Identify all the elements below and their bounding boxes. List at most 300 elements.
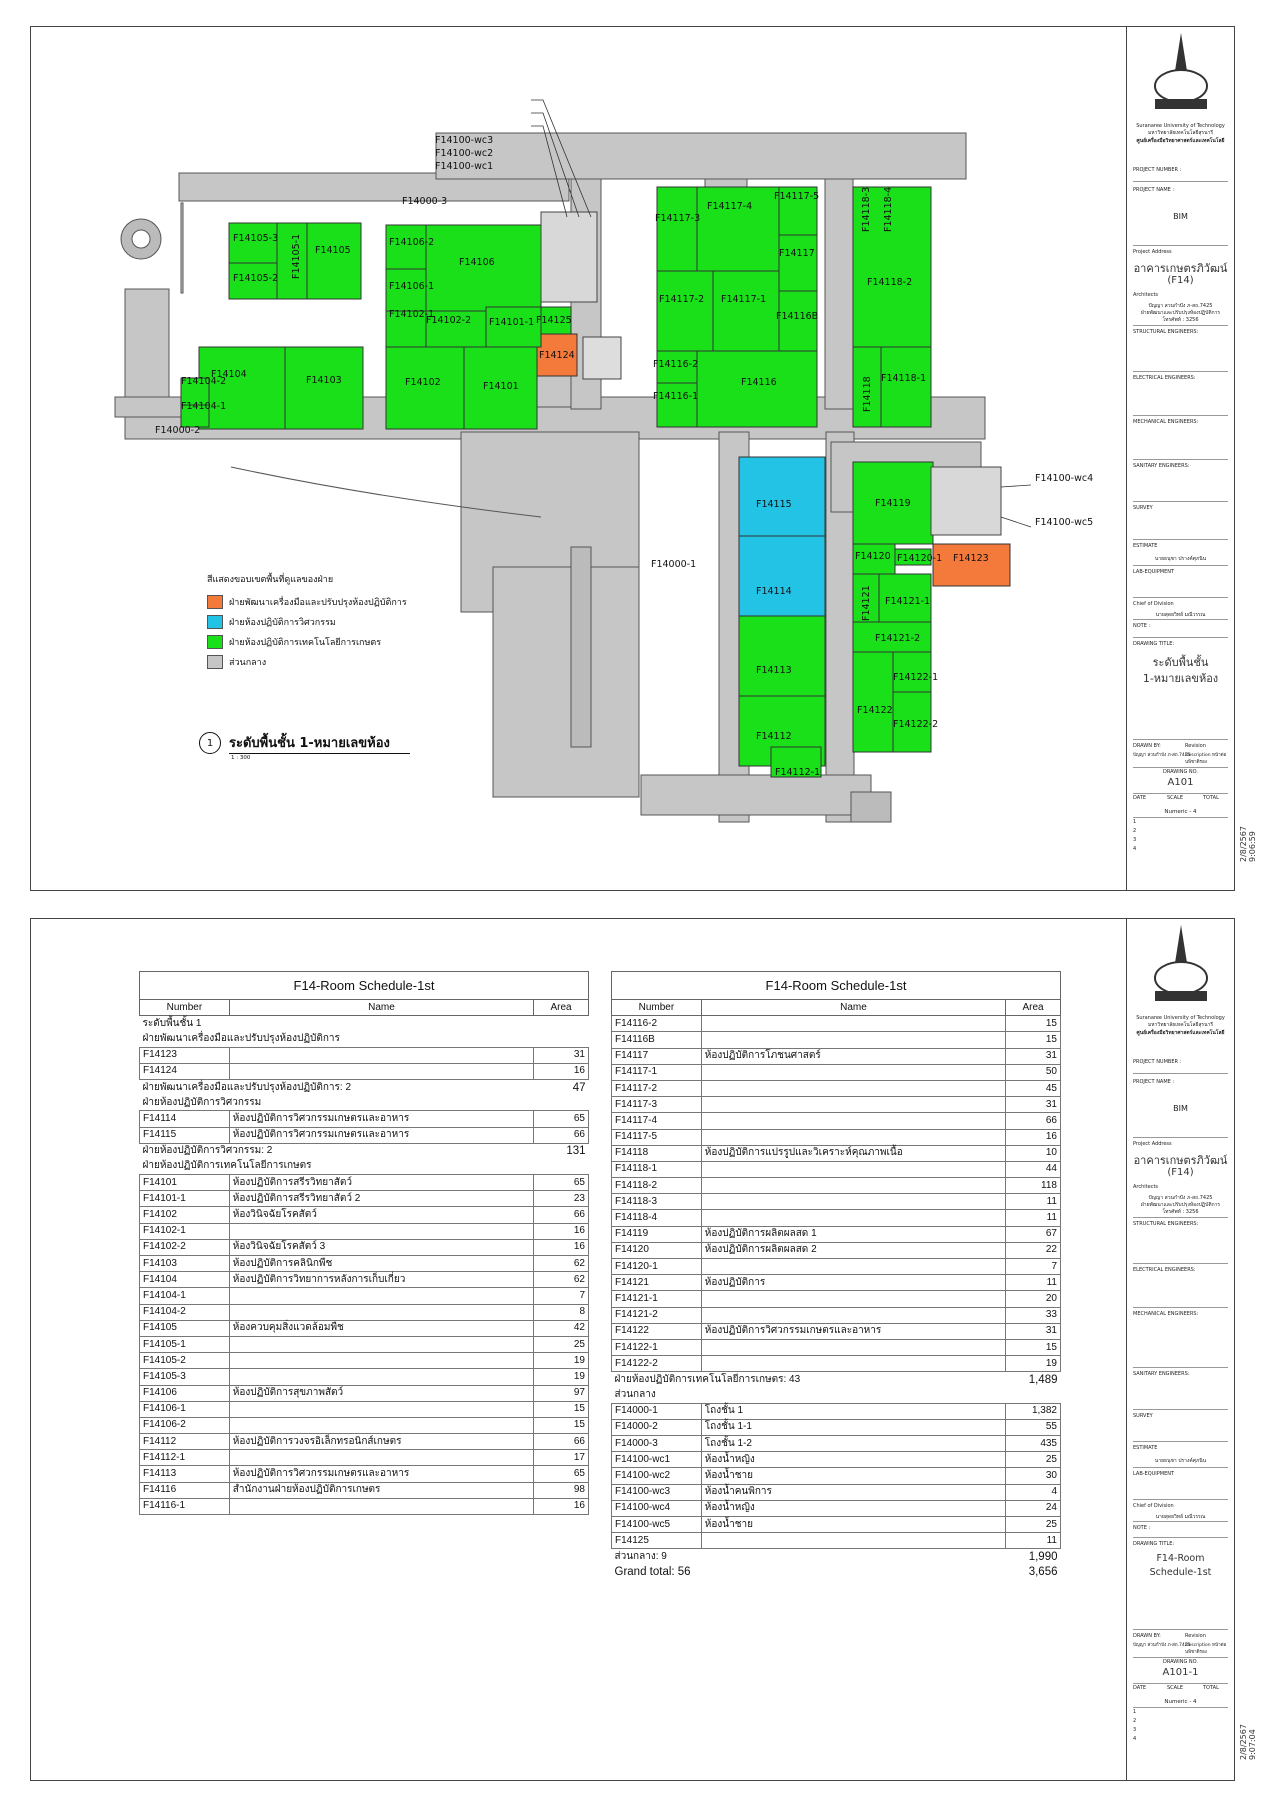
room-area: 30 xyxy=(1006,1468,1061,1484)
rev-row: 3 xyxy=(1133,1727,1137,1733)
room-label: F14124 xyxy=(539,350,575,361)
room-name: ห้องน้ำหญิง xyxy=(701,1452,1005,1468)
room-label: F14117-1 xyxy=(721,294,767,305)
numeric-label: Numeric - 4 xyxy=(1164,809,1197,815)
room-number: F14105-3 xyxy=(140,1369,230,1385)
room-number: F14118-2 xyxy=(612,1178,702,1194)
schedule-row xyxy=(612,1403,1061,1419)
group-label: ฝ่ายห้องปฏิบัติการวิศวกรรม xyxy=(142,1096,262,1108)
room-label: F14121-2 xyxy=(875,633,921,644)
drawing-title-line-2: 1-หมายเลขห้อง xyxy=(1142,672,1219,685)
schedule-row xyxy=(612,1016,1061,1032)
room-label: F14119 xyxy=(875,498,911,509)
room-name: ห้องน้ำหญิง xyxy=(701,1500,1005,1516)
project-address-label: Project Address xyxy=(1133,249,1172,255)
room-number: F14106-2 xyxy=(140,1417,230,1433)
electrical-label: ELECTRICAL ENGINEERS: xyxy=(1133,1267,1196,1273)
room-number: F14118-3 xyxy=(612,1194,702,1210)
col-area: Area xyxy=(1006,1000,1061,1016)
room-area: 65 xyxy=(534,1175,589,1191)
legend-item xyxy=(207,592,407,612)
room-area: 15 xyxy=(1006,1032,1061,1048)
legend-label: ฝ่ายห้องปฏิบัติการวิศวกรรม xyxy=(229,618,336,628)
lab-equipment-label: LAB-EQUIPMENT xyxy=(1133,569,1175,575)
room-area: 25 xyxy=(534,1336,589,1352)
room-area: 7 xyxy=(534,1288,589,1304)
room-number: F14117-5 xyxy=(612,1129,702,1145)
room-area: 16 xyxy=(534,1063,589,1079)
room-number: F14100-wc2 xyxy=(612,1468,702,1484)
total-label: ฝ่ายห้องปฏิบัติการเทคโนโลยีการเกษตร: 43 xyxy=(614,1373,801,1385)
room-name xyxy=(701,1339,1005,1355)
structural-label: STRUCTURAL ENGINEERS: xyxy=(1133,1221,1199,1227)
view-scale: 1 : 300 xyxy=(231,755,251,761)
room-number: F14114 xyxy=(140,1111,230,1127)
room-label: F14123 xyxy=(953,553,989,564)
room-area: 65 xyxy=(534,1111,589,1127)
total-area: 1,489 xyxy=(1028,1373,1058,1386)
project-number-label: PROJECT NUMBER : xyxy=(1133,167,1182,173)
color-legend xyxy=(207,572,407,672)
room-name xyxy=(701,1129,1005,1145)
room-area: 17 xyxy=(534,1450,589,1466)
floor-plan xyxy=(31,27,1126,892)
schedule-sheet xyxy=(30,918,1235,1781)
room-name xyxy=(701,1291,1005,1307)
room-label: F14102 xyxy=(405,377,441,388)
drawing-no-label: DRAWING NO. xyxy=(1163,1659,1198,1665)
room-number: F14115 xyxy=(140,1127,230,1143)
room-name: ห้องควบคุมสิ่งแวดล้อมพืช xyxy=(229,1320,533,1336)
legend-swatch xyxy=(207,615,223,629)
university-logo-icon xyxy=(1141,31,1221,121)
room-number: F14117-1 xyxy=(612,1064,702,1080)
room-name: ห้องน้ำชาย xyxy=(701,1517,1005,1533)
survey-label: SURVEY xyxy=(1133,1413,1153,1419)
col-name: Name xyxy=(701,1000,1005,1016)
schedule-row xyxy=(612,1500,1061,1516)
room-area: 45 xyxy=(1006,1080,1061,1096)
schedule-row xyxy=(140,1434,589,1450)
room-name: ห้องน้ำชาย xyxy=(701,1468,1005,1484)
room-name xyxy=(701,1356,1005,1372)
schedule-row xyxy=(140,1417,589,1433)
room-area: 97 xyxy=(534,1385,589,1401)
room-label: F14118-2 xyxy=(867,277,913,288)
room-area: 62 xyxy=(534,1256,589,1272)
room-label: F14116-2 xyxy=(653,359,699,370)
revision-label: Revision xyxy=(1185,1633,1206,1639)
room-number: F14000-2 xyxy=(612,1419,702,1435)
schedule-row xyxy=(612,1194,1061,1210)
drawing-title-label: DRAWING TITLE: xyxy=(1133,641,1175,647)
room-number: F14000-1 xyxy=(612,1403,702,1419)
room-name: ห้องวินิจฉัยโรคสัตว์ 3 xyxy=(229,1239,533,1255)
room-label: F14105-1 xyxy=(291,233,302,279)
room-number: F14102 xyxy=(140,1207,230,1223)
schedule-row xyxy=(140,1239,589,1255)
room-label: F14116 xyxy=(741,377,777,388)
date-label: DATE xyxy=(1133,1685,1147,1691)
schedule-row xyxy=(612,1178,1061,1194)
room-label: F14105-2 xyxy=(233,273,279,284)
room-name xyxy=(701,1080,1005,1096)
project-address-label: Project Address xyxy=(1133,1141,1172,1147)
architect-2: ฝ่ายพัฒนาและปรับปรุงห้องปฏิบัติการ xyxy=(1140,310,1221,316)
univ-th: มหาวิทยาลัยเทคโนโลยีสุรนารี xyxy=(1147,130,1213,136)
col-number: Number xyxy=(612,1000,702,1016)
schedule-group-header xyxy=(612,1388,1061,1404)
room-area: 66 xyxy=(534,1434,589,1450)
scale-label: SCALE xyxy=(1167,1685,1184,1691)
schedule-row xyxy=(140,1191,589,1207)
room-area: 55 xyxy=(1006,1419,1061,1435)
room-area: 22 xyxy=(1006,1242,1061,1258)
room-number: F14116-2 xyxy=(612,1016,702,1032)
drawing-title-line-2: Schedule-1st xyxy=(1149,1567,1212,1578)
room-name: ห้องปฏิบัติการผลิตผลสด 1 xyxy=(701,1226,1005,1242)
room-area: 11 xyxy=(1006,1210,1061,1226)
room-label: F14100-wc3 xyxy=(435,135,494,146)
room-label: F14106-1 xyxy=(389,281,435,292)
schedule-row xyxy=(140,1223,589,1239)
room-area: 66 xyxy=(1006,1113,1061,1129)
room-name: สำนักงานฝ่ายห้องปฏิบัติการเกษตร xyxy=(229,1482,533,1498)
room-number: F14119 xyxy=(612,1226,702,1242)
title-block xyxy=(1126,919,1234,1780)
room-label: F14117-4 xyxy=(707,201,753,212)
schedule-row xyxy=(140,1272,589,1288)
room-name xyxy=(229,1304,533,1320)
room-label: F14101-1 xyxy=(489,317,535,328)
drawing-title-line-1: F14-Room xyxy=(1156,1553,1205,1564)
schedule-row xyxy=(612,1323,1061,1339)
room-name xyxy=(701,1097,1005,1113)
room-name: ห้องปฏิบัติการวิศวกรรมเกษตรและอาหาร xyxy=(229,1466,533,1482)
room-area: 4 xyxy=(1006,1484,1061,1500)
room-number: F14105-2 xyxy=(140,1353,230,1369)
estimate-label: ESTIMATE xyxy=(1133,1445,1158,1451)
total-label: ส่วนกลาง: 9 xyxy=(614,1550,667,1562)
architect-1: ปัญญา สวนกำปัง ภ-สถ.7425 xyxy=(1148,303,1213,309)
schedule-row xyxy=(140,1111,589,1127)
university-logo xyxy=(1127,27,1234,147)
room-name xyxy=(229,1417,533,1433)
datestamp: 2/8/2567 9:06:59 xyxy=(1239,826,1257,862)
room-name: โถงชั้น 1-1 xyxy=(701,1419,1005,1435)
room-label: F14100-wc1 xyxy=(435,161,494,172)
schedule-row xyxy=(140,1450,589,1466)
room-name xyxy=(701,1113,1005,1129)
room-area: 16 xyxy=(534,1239,589,1255)
schedule-row xyxy=(140,1369,589,1385)
schedule-row xyxy=(612,1356,1061,1372)
room-label: F14121-1 xyxy=(885,596,931,607)
room-label: F14120 xyxy=(855,551,891,562)
room-label: F14118 xyxy=(862,376,873,412)
room-number: F14102-2 xyxy=(140,1239,230,1255)
room-name: ห้องปฏิบัติการวิศวกรรมเกษตรและอาหาร xyxy=(229,1111,533,1127)
schedule-row xyxy=(140,1320,589,1336)
room-number: F14101-1 xyxy=(140,1191,230,1207)
room-label: F14102-2 xyxy=(426,315,472,326)
room-label: F14122 xyxy=(857,705,893,716)
project-name-label: PROJECT NAME : xyxy=(1133,187,1175,193)
room-label: F14125 xyxy=(536,315,572,326)
legend-item xyxy=(207,632,407,652)
room-number: F14102-1 xyxy=(140,1223,230,1239)
room-area: 118 xyxy=(1006,1178,1061,1194)
room-area: 10 xyxy=(1006,1145,1061,1161)
schedule-row xyxy=(612,1339,1061,1355)
building-code: (F14) xyxy=(1167,275,1194,286)
drawn-by-label: DRAWN BY: xyxy=(1133,1633,1161,1639)
room-number: F14120-1 xyxy=(612,1259,702,1275)
room-name xyxy=(701,1533,1005,1549)
total-area: 131 xyxy=(566,1145,586,1158)
estimate-label: ESTIMATE xyxy=(1133,543,1158,549)
schedule-title: F14-Room Schedule-1st xyxy=(612,972,1061,1000)
room-name: ห้องปฏิบัติการวงจรอิเล็กทรอนิกส์เกษตร xyxy=(229,1434,533,1450)
schedule-row xyxy=(612,1113,1061,1129)
room-area: 66 xyxy=(534,1207,589,1223)
univ-en: Suranaree University of Technology xyxy=(1136,123,1225,129)
room-name xyxy=(229,1498,533,1514)
room-label: F14118-1 xyxy=(881,373,927,384)
university-logo xyxy=(1127,919,1234,1039)
date-label: DATE xyxy=(1133,795,1147,801)
sanitary-label: SANITARY ENGINEERS: xyxy=(1133,463,1190,469)
architect-2: ฝ่ายพัฒนาและปรับปรุงห้องปฏิบัติการ xyxy=(1140,1202,1221,1208)
room-number: F14117-4 xyxy=(612,1113,702,1129)
drawing-no-label: DRAWING NO. xyxy=(1163,769,1198,775)
room-label: F14112 xyxy=(756,731,792,742)
room-label: F14120-1 xyxy=(897,553,943,564)
room-area: 42 xyxy=(534,1320,589,1336)
room-name xyxy=(229,1063,533,1079)
numeric-label: Numeric - 4 xyxy=(1164,1699,1197,1705)
room-label: F14100-wc2 xyxy=(435,148,494,159)
room-name: ห้องปฏิบัติการวิศวกรรมเกษตรและอาหาร xyxy=(701,1323,1005,1339)
schedule-row xyxy=(140,1385,589,1401)
schedule-row xyxy=(140,1304,589,1320)
room-area: 16 xyxy=(534,1223,589,1239)
room-name xyxy=(701,1307,1005,1323)
architect-1: ปัญญา สวนกำปัง ภ-สถ.7425 xyxy=(1148,1195,1213,1201)
schedule-row xyxy=(612,1452,1061,1468)
room-number: F14125 xyxy=(612,1533,702,1549)
room-area: 98 xyxy=(534,1482,589,1498)
group-label: ฝ่ายห้องปฏิบัติการเทคโนโลยีการเกษตร xyxy=(142,1160,312,1172)
building-name: อาคารเกษตรภิวัฒน์ xyxy=(1133,1154,1228,1167)
room-number: F14120 xyxy=(612,1242,702,1258)
room-number: F14121 xyxy=(612,1275,702,1291)
room-number: F14121-2 xyxy=(612,1307,702,1323)
legend-item xyxy=(207,612,407,632)
total-area: 3,656 xyxy=(1028,1566,1058,1579)
grand-total-row xyxy=(612,1565,1061,1580)
room-number: F14104-1 xyxy=(140,1288,230,1304)
room-name xyxy=(701,1194,1005,1210)
room-label: F14116B xyxy=(776,311,819,322)
room-area: 67 xyxy=(1006,1226,1061,1242)
total-label: ฝ่ายห้องปฏิบัติการวิศวกรรม: 2 xyxy=(142,1145,273,1157)
building-name: อาคารเกษตรภิวัฒน์ xyxy=(1133,262,1228,275)
room-label: F14104-2 xyxy=(181,376,227,387)
room-area: 15 xyxy=(1006,1016,1061,1032)
revision-label: Revision xyxy=(1185,743,1206,749)
room-name: โถงชั้น 1 xyxy=(701,1403,1005,1419)
room-area: 44 xyxy=(1006,1161,1061,1177)
col-name: Name xyxy=(229,1000,533,1016)
room-name xyxy=(229,1369,533,1385)
room-area: 16 xyxy=(534,1498,589,1514)
room-name: ห้องปฏิบัติการสุขภาพสัตว์ xyxy=(229,1385,533,1401)
legend-swatch xyxy=(207,595,223,609)
total-label: Grand total: 56 xyxy=(614,1566,691,1579)
schedule-row xyxy=(140,1127,589,1143)
room-area: 7 xyxy=(1006,1259,1061,1275)
total-label: TOTAL xyxy=(1203,1685,1219,1691)
room-area: 31 xyxy=(1006,1097,1061,1113)
room-name: ห้องปฏิบัติการสรีรวิทยาสัตว์ xyxy=(229,1175,533,1191)
architect-3: โทรศัพท์ : 3256 xyxy=(1162,317,1199,323)
group-total-row xyxy=(140,1079,589,1095)
survey-label: SURVEY xyxy=(1133,505,1153,511)
room-area: 66 xyxy=(534,1127,589,1143)
legend-swatch xyxy=(207,655,223,669)
schedule-title: F14-Room Schedule-1st xyxy=(140,972,589,1000)
schedule-row xyxy=(140,1482,589,1498)
legend-title: สีแสดงขอบเขตพื้นที่ดูแลของฝ่าย xyxy=(207,575,334,585)
schedule-row xyxy=(612,1291,1061,1307)
room-number: F14105-1 xyxy=(140,1336,230,1352)
chief-name: นายสุดยวิทย์ มณีวรรณ xyxy=(1155,612,1206,618)
architects-label: Architects xyxy=(1133,292,1159,298)
room-number: F14117-3 xyxy=(612,1097,702,1113)
legend-label: ส่วนกลาง xyxy=(229,658,267,668)
group-total-row xyxy=(140,1143,589,1159)
room-label: F14115 xyxy=(756,499,792,510)
room-name xyxy=(229,1353,533,1369)
univ-en: Suranaree University of Technology xyxy=(1136,1015,1225,1021)
room-area: 11 xyxy=(1006,1275,1061,1291)
drawing-title-line-1: ระดับพื้นชั้น xyxy=(1152,656,1209,669)
room-area: 31 xyxy=(1006,1048,1061,1064)
lab-equipment-label: LAB-EQUIPMENT xyxy=(1133,1471,1175,1477)
schedule-row xyxy=(612,1517,1061,1533)
floor-plan-sheet xyxy=(30,26,1235,891)
room-number: F14100-wc1 xyxy=(612,1452,702,1468)
legend-label: ฝ่ายพัฒนาเครื่องมือและปรับปรุงห้องปฏิบัติการ xyxy=(229,598,407,608)
room-name xyxy=(701,1178,1005,1194)
room-number: F14124 xyxy=(140,1063,230,1079)
room-name: ห้องวินิจฉัยโรคสัตว์ xyxy=(229,1207,533,1223)
schedule-row xyxy=(140,1047,589,1063)
room-area: 20 xyxy=(1006,1291,1061,1307)
room-number: F14122-2 xyxy=(612,1356,702,1372)
room-label: F14000-1 xyxy=(651,559,697,570)
room-number: F14100-wc5 xyxy=(612,1517,702,1533)
room-label: F14101 xyxy=(483,381,519,392)
schedule-row xyxy=(612,1307,1061,1323)
datestamp: 2/8/2567 9:07:04 xyxy=(1239,1724,1257,1760)
legend-swatch xyxy=(207,635,223,649)
room-label: F14105-3 xyxy=(233,233,279,244)
room-number: F14104-2 xyxy=(140,1304,230,1320)
room-name xyxy=(701,1161,1005,1177)
room-label: F14114 xyxy=(756,586,792,597)
room-name xyxy=(229,1223,533,1239)
total-label: TOTAL xyxy=(1203,795,1219,801)
room-name xyxy=(229,1288,533,1304)
room-number: F14100-wc3 xyxy=(612,1484,702,1500)
room-label: F14106 xyxy=(459,257,495,268)
schedule-row xyxy=(612,1048,1061,1064)
room-number: F14113 xyxy=(140,1466,230,1482)
chief-label: Chief of Division xyxy=(1133,1503,1174,1509)
drawing-title-label: DRAWING TITLE: xyxy=(1133,1541,1175,1547)
room-name xyxy=(701,1064,1005,1080)
university-logo-icon xyxy=(1141,923,1221,1013)
room-number: F14121-1 xyxy=(612,1291,702,1307)
schedule-row xyxy=(612,1064,1061,1080)
schedule-row xyxy=(612,1032,1061,1048)
room-label: F14000-3 xyxy=(402,196,448,207)
rev-row: 1 xyxy=(1133,819,1137,825)
room-area: 31 xyxy=(1006,1323,1061,1339)
schedule-row xyxy=(612,1080,1061,1096)
room-schedule-table-left xyxy=(139,971,589,1515)
room-name: ห้องน้ำคนพิการ xyxy=(701,1484,1005,1500)
room-label: F14121 xyxy=(861,585,872,621)
view-title xyxy=(199,732,410,761)
room-label: F14122-2 xyxy=(893,719,939,730)
schedule-group-header xyxy=(140,1159,589,1175)
project-name-label: PROJECT NAME : xyxy=(1133,1079,1175,1085)
room-area: 25 xyxy=(1006,1452,1061,1468)
estimate-name: นายธนุชา ปรางค์ศุภนิน xyxy=(1154,1458,1207,1464)
drawn-by: ปัญญา สวนกำปัง ภ-สถ.7425 xyxy=(1133,1643,1191,1648)
note-label: NOTE : xyxy=(1133,1525,1151,1531)
room-label: F14106-2 xyxy=(389,237,435,248)
total-area: 47 xyxy=(572,1081,586,1094)
building-code: (F14) xyxy=(1167,1167,1194,1178)
sanitary-label: SANITARY ENGINEERS: xyxy=(1133,1371,1190,1377)
room-name xyxy=(701,1016,1005,1032)
room-label: F14105 xyxy=(315,245,351,256)
room-area: 15 xyxy=(1006,1339,1061,1355)
architects-label: Architects xyxy=(1133,1184,1159,1190)
title-block xyxy=(1126,27,1234,890)
project-name: BIM xyxy=(1173,212,1188,221)
room-label: F14117-3 xyxy=(655,213,701,224)
room-number: F14122 xyxy=(612,1323,702,1339)
room-name xyxy=(229,1336,533,1352)
schedule-row xyxy=(140,1288,589,1304)
room-area: 23 xyxy=(534,1191,589,1207)
room-area: 1,382 xyxy=(1006,1403,1061,1419)
group-label: ฝ่ายพัฒนาเครื่องมือและปรับปรุงห้องปฏิบัติการ xyxy=(142,1032,340,1044)
legend-item xyxy=(207,652,407,672)
rev-row: 4 xyxy=(1133,1736,1137,1742)
schedule-row xyxy=(612,1129,1061,1145)
room-area: 15 xyxy=(534,1401,589,1417)
room-label: F14102-1 xyxy=(389,309,435,320)
room-number: F14123 xyxy=(140,1047,230,1063)
total-label: ฝ่ายพัฒนาเครื่องมือและปรับปรุงห้องปฏิบัติการ: 2 xyxy=(142,1081,352,1093)
room-label: F14116-1 xyxy=(653,391,699,402)
